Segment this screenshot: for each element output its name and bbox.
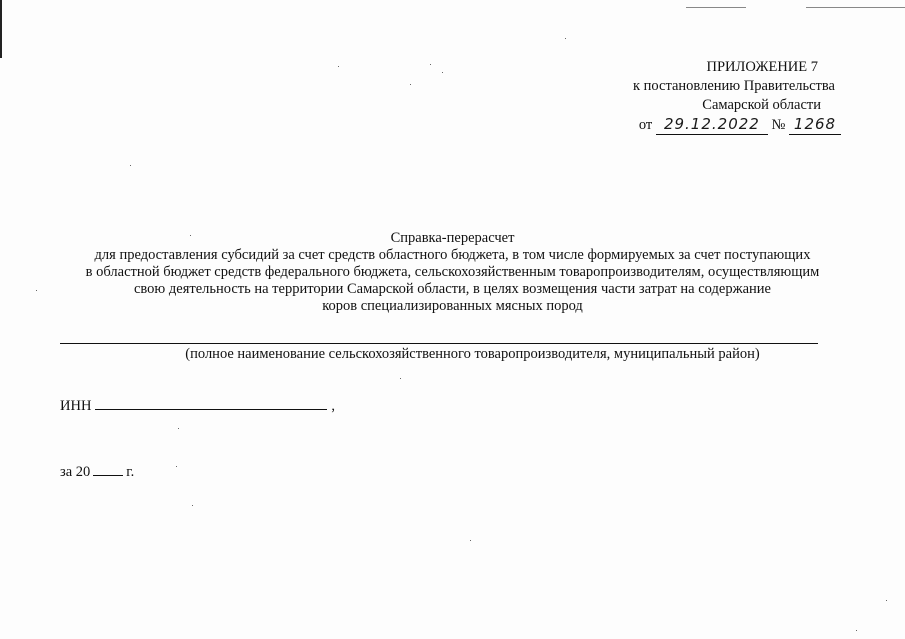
inn-row [60, 395, 335, 415]
handwritten-date: 29.12.2022 [656, 115, 768, 135]
document-body-line: коров специализированных мясных пород [322, 298, 583, 314]
document-title: Справка-перерасчет [390, 230, 515, 246]
scan-dot [856, 630, 857, 631]
appendix-header [575, 58, 835, 135]
year-row [60, 461, 134, 481]
organization-name-caption: (полное наименование сельскохозяйственного товаропроизводителя, муниципальный район) [185, 346, 760, 362]
inn-suffix: , [331, 398, 336, 414]
year-prefix: за 20 [60, 464, 91, 480]
scan-dot [470, 540, 471, 541]
scan-dot [400, 378, 401, 379]
document-body-line: в областной бюджет средств федерального бюджета, сельскохозяйственным товаропроизводителям, осуществляющим [85, 264, 820, 280]
organization-name-field[interactable] [60, 343, 818, 344]
number-label: № [771, 117, 786, 133]
inn-field[interactable] [95, 395, 327, 410]
scan-top-mark [686, 7, 746, 8]
appendix-title: ПРИЛОЖЕНИЕ 7 [706, 59, 818, 75]
scan-dot [410, 84, 411, 85]
scan-dot [430, 64, 431, 65]
scan-dot [192, 505, 193, 506]
scan-dot [565, 38, 566, 39]
year-field[interactable] [93, 461, 123, 476]
scan-dot [886, 600, 887, 601]
document-body-line: для предоставления субсидий за счет средств областного бюджета, в том числе формируемых за счет поступающих [94, 247, 811, 263]
handwritten-number: 1268 [789, 115, 841, 135]
scan-dot [130, 165, 131, 166]
document-body-line: свою деятельность на территории Самарской области, в целях возмещения части затрат на содержание [133, 281, 771, 297]
year-suffix: г. [126, 464, 135, 480]
appendix-line-1: к постановлению Правительства [633, 78, 835, 94]
scan-top-mark [806, 7, 905, 8]
from-label: от [638, 117, 653, 133]
appendix-line-2: Самарской области [702, 97, 821, 113]
document-title-block [0, 230, 905, 315]
scan-edge-mark [0, 0, 2, 58]
inn-label: ИНН [60, 398, 92, 414]
scan-dot [442, 72, 443, 73]
appendix-date-number-row [575, 115, 841, 135]
scan-dot [178, 428, 179, 429]
scan-dot [338, 66, 339, 67]
scan-dot [176, 466, 177, 467]
